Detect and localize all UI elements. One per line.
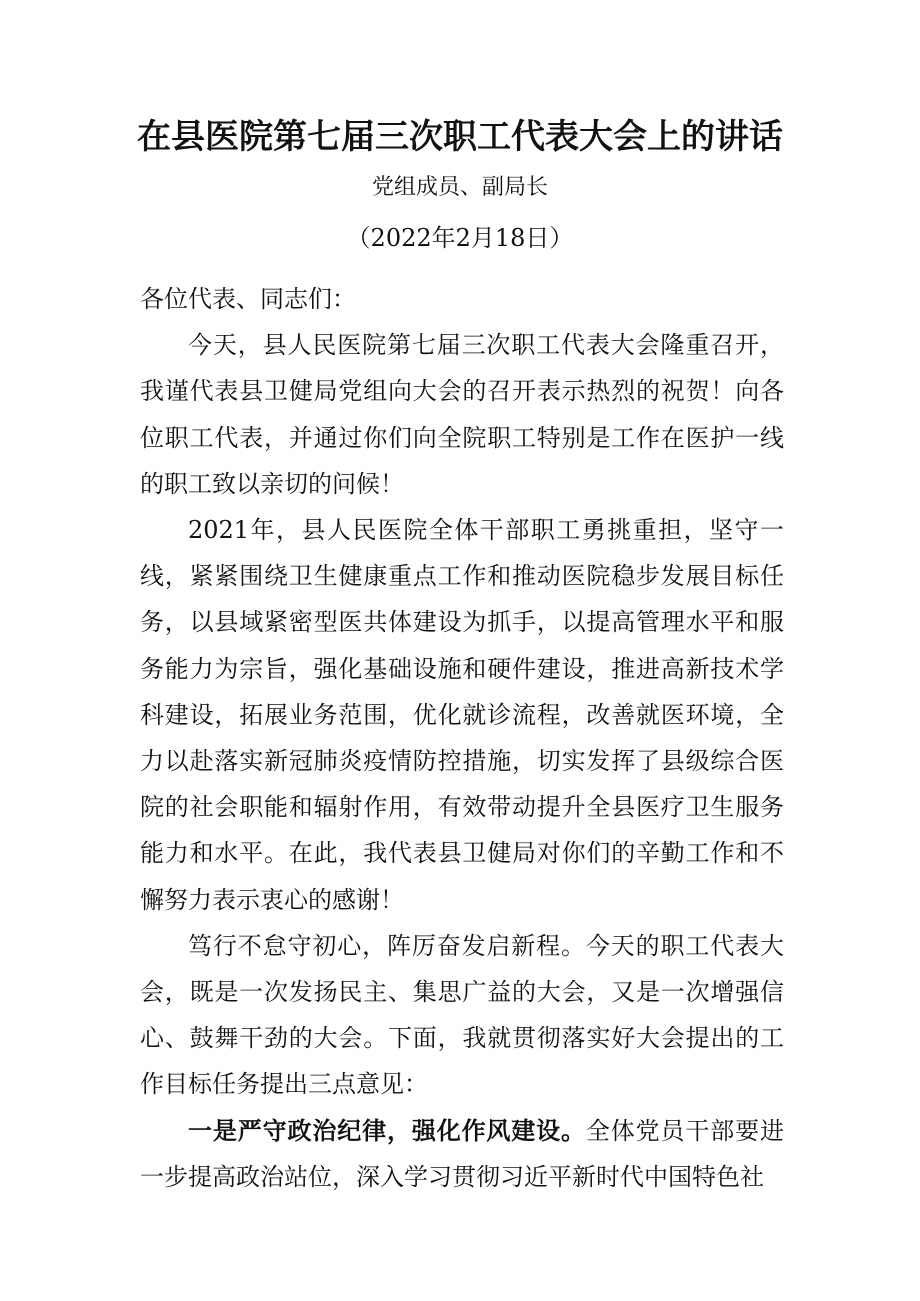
point-one-text: 全体党员干部要进一步提高政治站位，深入学习贯彻习近平新时代中国特色社 (140, 1116, 785, 1191)
paragraph: 笃行不怠守初心，阵厉奋发启新程。今天的职工代表大会，既是一次发扬民主、集思广益的大会，又是一次增强信心、鼓舞干劲的大会。下面，我就贯彻落实好大会提出的工作目标任务提出三点意见： (140, 931, 784, 1099)
speech-date: （2022年2月18日） (346, 224, 574, 252)
document-body (140, 276, 784, 1200)
document-title: 在县医院第七届三次职工代表大会上的讲话 (137, 117, 783, 157)
paragraph-point-one (140, 1108, 784, 1200)
salutation: 各位代表、同志们： (140, 285, 356, 313)
paragraph: 2021年，县人民医院全体干部职工勇挑重担，坚守一线，紧紧围绕卫生健康重点工作和推动医院稳步发展目标任务，以县域紧密型医共体建设为抓手，以提高管理水平和服务能力为宗旨，强化基础设施和硬件建设，推进高新技术学科建设，拓展业务范围，优化就诊流程，改善就医环境，全力以赴落实新冠肺炎疫情防控措施，切实发挥了县级综合医院的社会职能和辐射作用，有效带动提升全县医疗卫生服务能力和水平。在此，我代表县卫健局对你们的辛勤工作和不懈努力表示衷心的感谢！ (140, 516, 784, 914)
paragraph: 今天，县人民医院第七届三次职工代表大会隆重召开，我谨代表县卫健局党组向大会的召开表示热烈的祝贺！向各位职工代表，并通过你们向全院职工特别是工作在医护一线的职工致以亲切的问候！ (140, 331, 784, 498)
point-one-heading: 一是严守政治纪律，强化作风建设。 (188, 1116, 586, 1145)
speaker-role: 党组成员、副局长 (371, 175, 548, 200)
